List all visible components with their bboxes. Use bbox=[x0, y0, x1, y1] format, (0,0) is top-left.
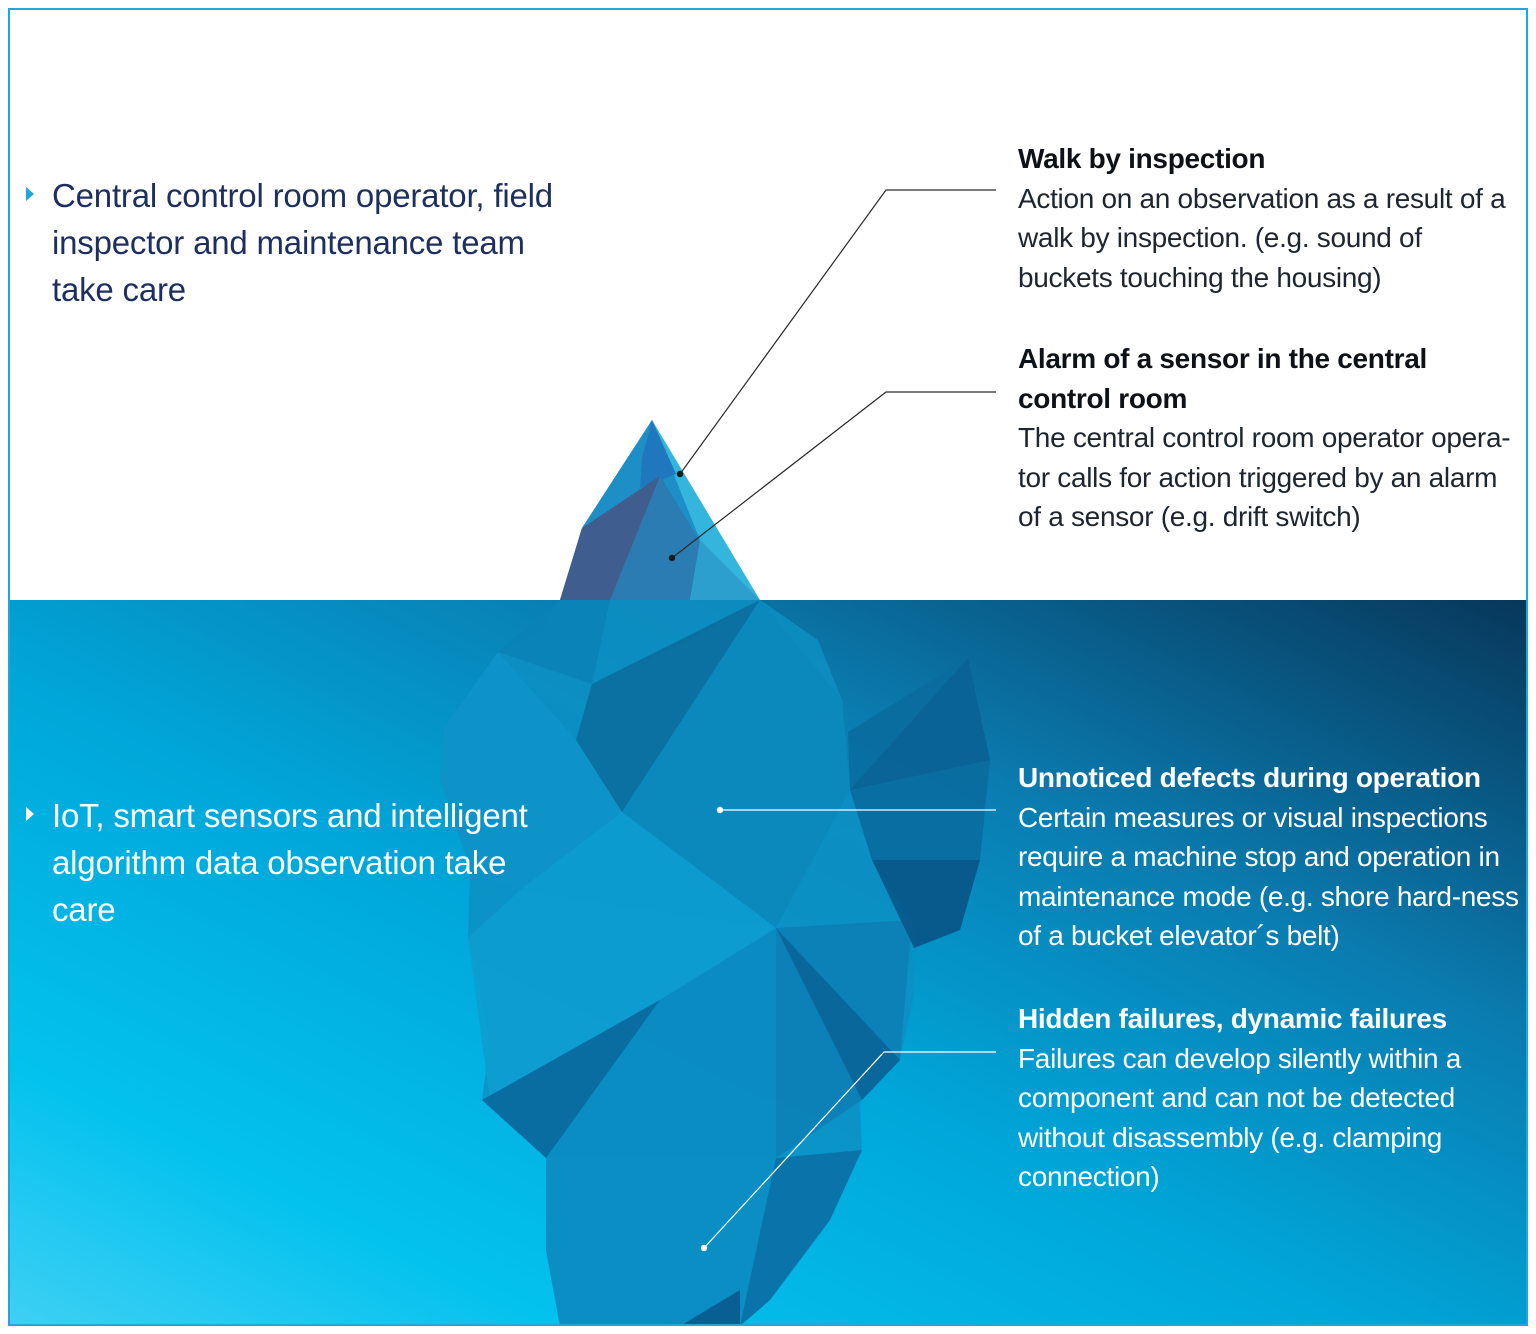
callout-body: Failures can develop silently within a component and can not be detected without disassembly (e.g. clamping connection) bbox=[1018, 1042, 1462, 1192]
leader-dot-alarm bbox=[669, 555, 675, 561]
triangle-bullet-icon bbox=[26, 187, 34, 201]
callout-body: Action on an observation as a result of a walk by inspection. (e.g. sound of buckets touching the housing) bbox=[1018, 182, 1506, 293]
leader-dot-unnoticed bbox=[717, 807, 723, 813]
callout-heading: Walk by inspection bbox=[1018, 143, 1266, 174]
callout-unnoticed-defects bbox=[1018, 758, 1523, 956]
callout-heading: Hidden failures, dynamic failures bbox=[1018, 1003, 1447, 1034]
leader-dot-walk bbox=[677, 471, 683, 477]
callout-hidden-failures bbox=[1018, 999, 1523, 1197]
callout-heading: Unnoticed defects during operation bbox=[1018, 762, 1481, 793]
callout-body: Certain measures or visual inspections require a machine stop and operation in maintenance mode (e.g. shore hard-ness of a bucket elevator´s belt) bbox=[1018, 801, 1519, 951]
callout-alarm bbox=[1018, 339, 1523, 537]
above-water-label-text: Central control room operator, field inspector and maintenance team take care bbox=[52, 177, 553, 308]
callout-body: The central control room operator opera-tor calls for action triggered by an alarm of a sensor (e.g. drift switch) bbox=[1018, 422, 1511, 532]
leader-dot-hidden bbox=[701, 1245, 707, 1251]
below-water-label-text: IoT, smart sensors and intelligent algorithm data observation take care bbox=[52, 797, 528, 928]
triangle-bullet-icon bbox=[26, 807, 34, 821]
callout-walk-by-inspection bbox=[1018, 139, 1523, 297]
callout-heading: Alarm of a sensor in the central control room bbox=[1018, 343, 1427, 414]
